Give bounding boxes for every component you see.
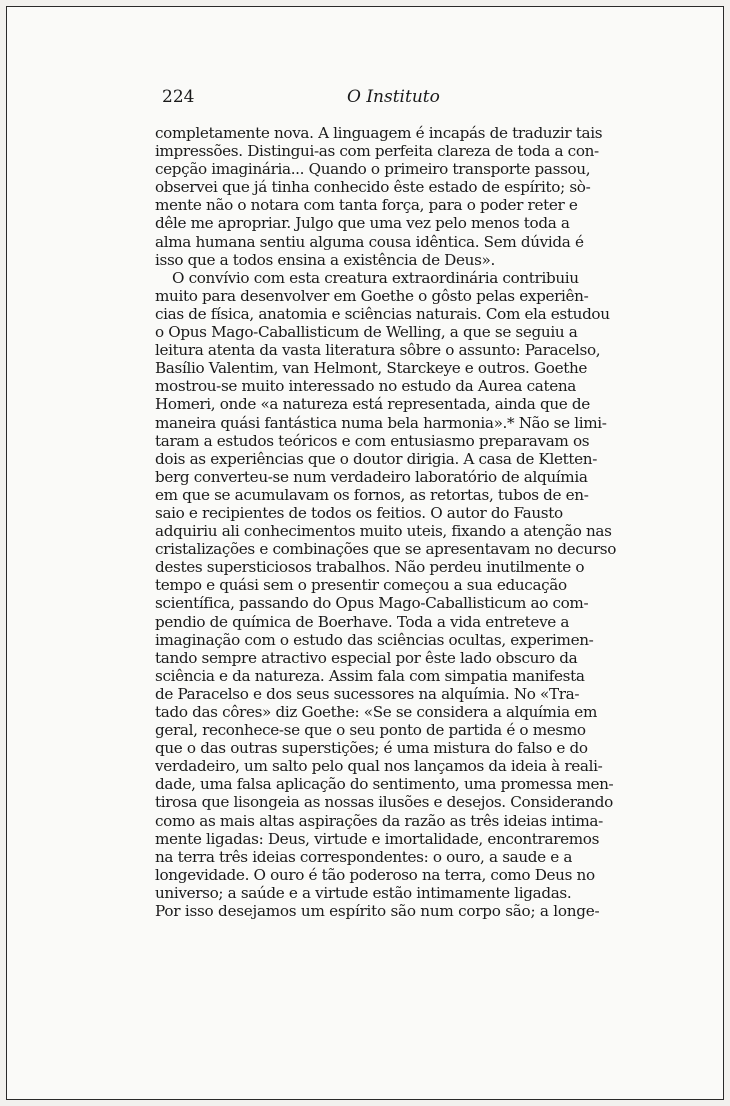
text-line: como as mais altas aspirações da razão as três ideias intima- [155, 811, 603, 830]
text-line: longevidade. O ouro é tão poderoso na terra, como Deus no [155, 865, 595, 884]
text-line: leitura atenta da vasta literatura sôbre o assunto: Paracelso, [155, 341, 601, 360]
text-line: observei que já tinha conhecido êste estado de espírito; sò- [155, 178, 591, 197]
text-line: que o das outras superstições; é uma mistura do falso e do [155, 739, 588, 758]
text-line: adquiriu ali conhecimentos muito uteis, fixando a atenção nas [155, 522, 612, 541]
text-line: o Opus Mago-Caballisticum de Welling, a que se seguiu a [155, 323, 578, 342]
page-number: 224 [162, 87, 195, 107]
text-line: Homeri, onde «a natureza está representada, ainda que de [155, 395, 590, 414]
text-line: mostrou-se muito interessado no estudo da Aurea catena [155, 377, 576, 396]
running-head [162, 85, 630, 109]
text-line: impressões. Distingui-as com perfeita clareza de toda a con- [155, 142, 599, 161]
text-line: imaginação com o estudo das sciências ocultas, experimen- [155, 630, 594, 649]
text-line: cias de física, anatomia e sciências naturais. Com ela estudou [155, 304, 610, 323]
text-line: completamente nova. A linguagem é incapás de traduzir tais [155, 124, 603, 142]
text-line: tirosa que lisongeia as nossas ilusões e desejos. Considerando [155, 793, 613, 812]
text-line: berg converteu-se num verdadeiro laboratório de alquímia [155, 467, 588, 486]
text-line: tado das côres» diz Goethe: «Se se considera a alquímia em [155, 703, 597, 721]
text-line: Basílio Valentim, van Helmont, Starckeye e outros. Goethe [155, 359, 588, 378]
text-line: geral, reconhece-se que o seu ponto de partida é o mesmo [155, 721, 586, 740]
text-line: saio e recipientes de todos os feitios. O autor do Fausto [155, 503, 563, 522]
text-line: dois as experiências que o doutor dirigia. A casa de Kletten- [155, 449, 597, 468]
journal-title: O Instituto [347, 87, 440, 107]
text-line: verdadeiro, um salto pelo qual nos lançamos da ideia à reali- [155, 757, 603, 776]
text-line: muito para desenvolver em Goethe o gôsto pelas experiên- [155, 286, 589, 305]
text-line: cristalizações e combinações que se apresentavam no decurso [155, 540, 616, 559]
text-line: Por isso desejamos um espírito são num corpo são; a longe- [155, 902, 600, 921]
text-line: scientífica, passando do Opus Mago-Caballisticum ao com- [155, 594, 589, 613]
text-line: cepção imaginária... Quando o primeiro transporte passou, [155, 160, 591, 179]
text-line: dêle me apropriar. Julgo que uma vez pelo menos toda a [155, 214, 570, 233]
text-line: na terra três ideias correspondentes: o ouro, a saude e a [155, 847, 573, 866]
text-line: maneira quási fantástica numa bela harmonia».* Não se limi- [155, 413, 607, 432]
text-line: mente não o notara com tanta força, para o poder reter e [155, 196, 578, 215]
text-line: sciência e da natureza. Assim fala com simpatia manifesta [155, 666, 585, 685]
text-line: em que se acumulavam os fornos, as retortas, tubos de en- [155, 485, 589, 504]
body-text [155, 124, 625, 920]
text-line: pendio de química de Boerhave. Toda a vida entreteve a [155, 612, 570, 631]
paragraph-start-line: O convívio com esta creatura extraordinária contribuiu [172, 268, 579, 287]
text-line: dade, uma falsa aplicação do sentimento, uma promessa men- [155, 775, 614, 794]
text-line: de Paracelso e dos seus sucessores na alquímia. No «Tra- [155, 684, 580, 703]
text-line: alma humana sentiu alguma cousa idêntica. Sem dúvida é [155, 232, 584, 251]
text-line: universo; a saúde e a virtude estão intimamente ligadas. [155, 883, 572, 902]
text-line: mente ligadas: Deus, virtude e imortalidade, encontraremos [155, 829, 600, 848]
text-line: isso que a todos ensina a existência de Deus». [155, 250, 495, 269]
text-line: destes supersticiosos trabalhos. Não perdeu inutilmente o [155, 558, 585, 577]
text-line: tando sempre atractivo especial por êste lado obscuro da [155, 648, 578, 667]
text-line: tempo e quási sem o presentir começou a sua educação [155, 576, 567, 595]
text-line: taram a estudos teóricos e com entusiasmo preparavam os [155, 431, 590, 450]
